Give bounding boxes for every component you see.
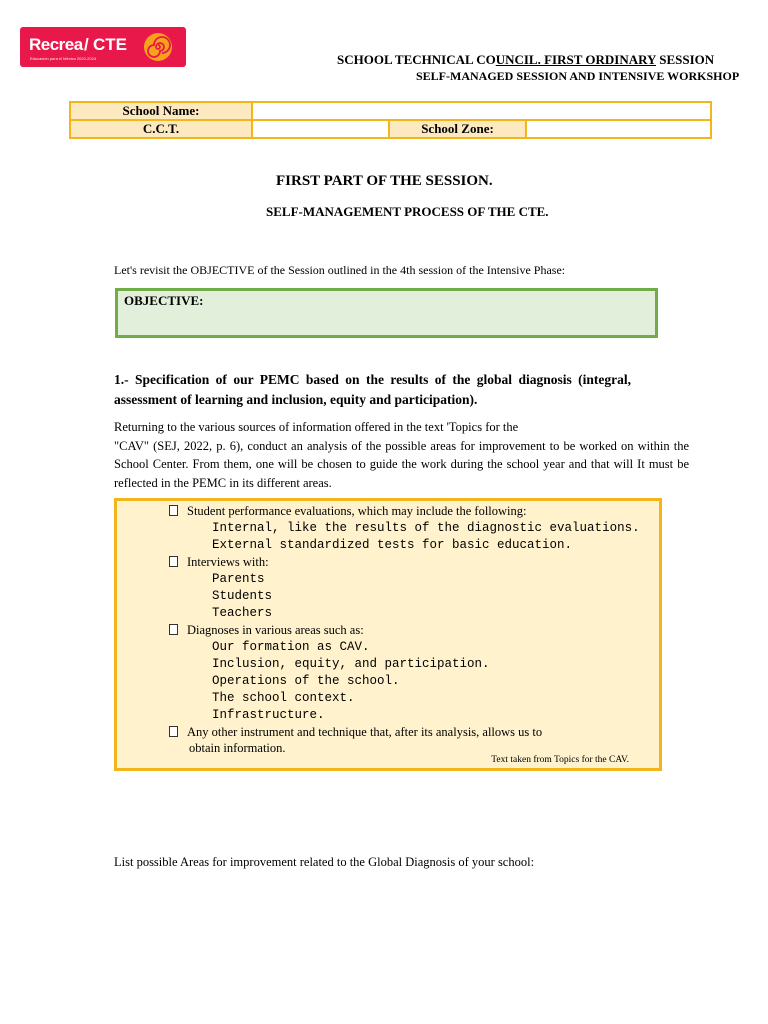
improvement-areas-prompt: List possible Areas for improvement related to the Global Diagnosis of your school: — [114, 855, 535, 869]
objective-label: OBJECTIVE: — [124, 293, 204, 308]
sub-item-internal: Internal, like the results of the diagnostic evaluations. — [212, 521, 640, 535]
bullet-performance-evaluations: Student performance evaluations, which may include the following: — [187, 504, 527, 518]
section-title: FIRST PART OF THE SESSION. — [276, 173, 493, 189]
bullet-other-instruments-cont: obtain information. — [189, 741, 286, 755]
sub-item-students: Students — [212, 589, 273, 603]
instructions-paragraph — [114, 418, 689, 492]
school-info-table — [69, 101, 712, 139]
sub-item-external: External standardized tests for basic education. — [212, 538, 573, 552]
sub-item-formation: Our formation as CAV. — [212, 640, 370, 654]
logo-brand: Recrea — [29, 35, 83, 54]
revisit-instruction: Let's revisit the OBJECTIVE of the Session outlined in the 4th session of the Intensive Phase: — [114, 263, 566, 277]
workshop-subheader: SELF-MANAGED SESSION AND INTENSIVE WORKSHOP — [416, 69, 740, 83]
objective-box[interactable] — [115, 288, 658, 338]
cct-label: C.C.T. — [70, 120, 252, 138]
section-subtitle: SELF-MANAGEMENT PROCESS OF THE CTE. — [266, 204, 549, 219]
school-zone-label: School Zone: — [389, 120, 526, 138]
list-item — [169, 555, 269, 570]
council-session-header — [337, 52, 714, 68]
list-item — [169, 504, 527, 519]
specification-heading: 1.- Specification of our PEMC based on the results of the global diagnosis (integral, assessment of learning and inclusion, equity and participation). — [114, 372, 631, 407]
sub-item-inclusion: Inclusion, equity, and participation. — [212, 657, 490, 671]
sub-item-parents: Parents — [212, 572, 265, 586]
list-item — [169, 623, 364, 638]
school-name-field[interactable] — [252, 102, 711, 120]
sub-item-context: The school context. — [212, 691, 355, 705]
checkbox-icon — [169, 556, 178, 567]
source-note: Text taken from Topics for the CAV. — [491, 755, 629, 765]
sub-item-operations: Operations of the school. — [212, 674, 400, 688]
logo-tagline: Educación para el México 2022-2024 — [30, 56, 97, 61]
spiral-icon — [142, 31, 174, 63]
sub-item-teachers: Teachers — [212, 606, 273, 620]
paragraph-rest: "CAV" (SEJ, 2022, p. 6), conduct an analysis of the possible areas for improvement to be worked on within the School Center. From them, one will be chosen to guide the work during the school year and that will It must be reflected in the PEMC in its different areas. — [114, 438, 689, 490]
list-item — [169, 725, 542, 740]
school-zone-field[interactable] — [526, 120, 711, 138]
information-sources-box — [114, 498, 662, 771]
sub-item-infrastructure: Infrastructure. — [212, 708, 325, 722]
logo-separator: / — [84, 35, 89, 54]
bullet-interviews: Interviews with: — [187, 555, 269, 569]
checkbox-icon — [169, 726, 178, 737]
recrea-cte-logo — [20, 27, 186, 67]
school-name-label: School Name: — [70, 102, 252, 120]
checkbox-icon — [169, 505, 178, 516]
header-line1-end: SESSION — [655, 52, 715, 67]
bullet-diagnoses: Diagnoses in various areas such as: — [187, 623, 364, 637]
logo-acronym: CTE — [93, 35, 127, 54]
checkbox-icon — [169, 624, 178, 635]
paragraph-line1: Returning to the various sources of information offered in the text 'Topics for the — [114, 420, 519, 434]
header-line1-underlined: UNCIL. FIRST ORDINARY — [495, 52, 656, 67]
header-line1-start: SCHOOL TECHNICAL CO — [337, 52, 496, 67]
bullet-other-instruments: Any other instrument and technique that, after its analysis, allows us to — [187, 725, 543, 739]
cct-field[interactable] — [252, 120, 389, 138]
